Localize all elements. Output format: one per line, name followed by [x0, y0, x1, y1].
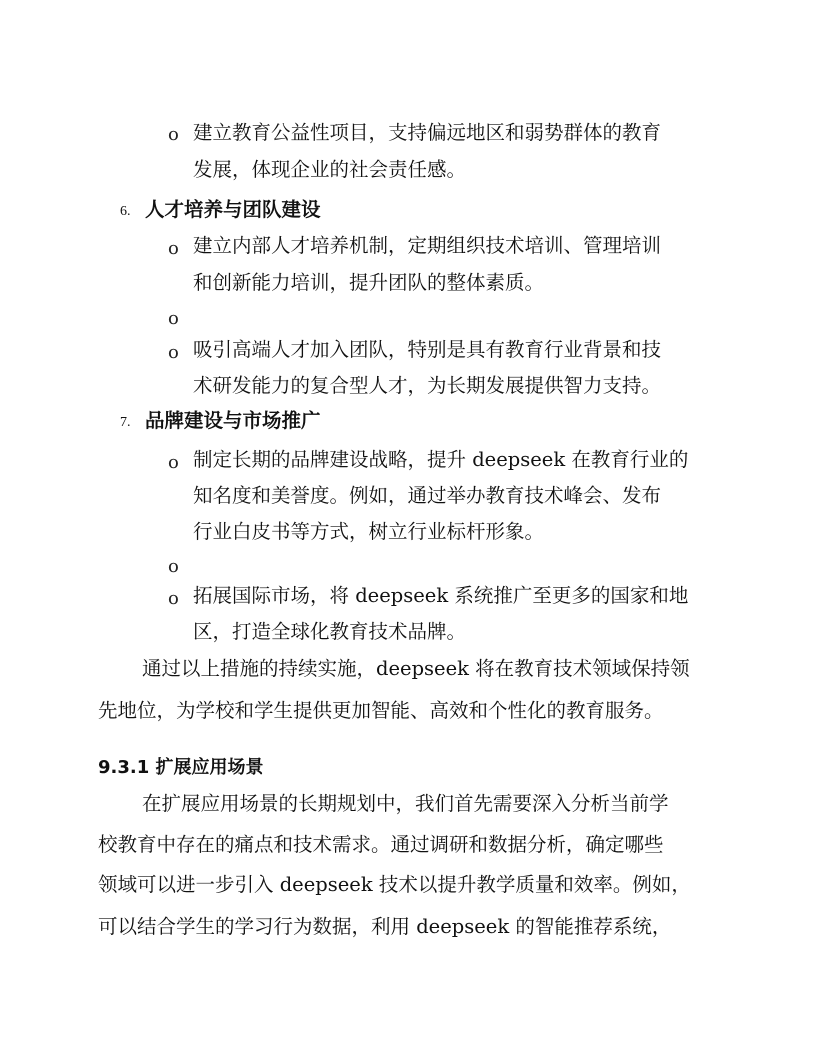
paragraph-line: 区，打造全球化教育技术品牌。: [193, 620, 467, 643]
bullet-icon: o: [168, 238, 179, 259]
paragraph-line: 行业白皮书等方式，树立行业标杆形象。: [193, 520, 545, 543]
list-number: 6.: [120, 204, 131, 219]
paragraph-line: 在扩展应用场景的长期规划中，我们首先需要深入分析当前学: [142, 792, 669, 815]
bullet-icon: o: [168, 452, 179, 473]
paragraph-line: 发展，体现企业的社会责任感。: [193, 158, 467, 181]
paragraph-line: 建立教育公益性项目，支持偏远地区和弱势群体的教育: [193, 121, 662, 144]
paragraph-line: 先地位，为学校和学生提供更加智能、高效和个性化的教育服务。: [98, 699, 664, 722]
bullet-icon: o: [168, 124, 179, 145]
bullet-icon-empty: o: [168, 308, 179, 329]
paragraph-line: 术研发能力的复合型人才，为长期发展提供智力支持。: [193, 374, 662, 397]
paragraph-line: 可以结合学生的学习行为数据，利用 deepseek 的智能推荐系统，: [98, 915, 672, 938]
list-number: 7.: [120, 415, 131, 430]
paragraph-line: 吸引高端人才加入团队，特别是具有教育行业背景和技: [193, 338, 662, 361]
paragraph-line: 知名度和美誉度。例如，通过举办教育技术峰会、发布: [193, 484, 662, 507]
paragraph-line: 拓展国际市场，将 deepseek 系统推广至更多的国家和地: [193, 584, 689, 607]
bullet-icon-empty: o: [168, 556, 179, 577]
paragraph-line: 校教育中存在的痛点和技术需求。通过调研和数据分析，确定哪些: [98, 833, 664, 856]
paragraph-line: 领域可以进一步引入 deepseek 技术以提升教学质量和效率。例如，: [98, 873, 691, 896]
paragraph-line: 和创新能力培训，提升团队的整体素质。: [193, 271, 545, 294]
list-item-title: 品牌建设与市场推广: [145, 409, 321, 432]
paragraph-line: 通过以上措施的持续实施，deepseek 将在教育技术领域保持领: [142, 657, 690, 680]
list-item-title: 人才培养与团队建设: [145, 198, 321, 221]
bullet-icon: o: [168, 342, 179, 363]
paragraph-line: 制定长期的品牌建设战略，提升 deepseek 在教育行业的: [193, 448, 689, 471]
paragraph-line: 建立内部人才培养机制，定期组织技术培训、管理培训: [193, 234, 662, 257]
bullet-icon: o: [168, 588, 179, 609]
section-heading: 9.3.1 扩展应用场景: [98, 757, 264, 778]
